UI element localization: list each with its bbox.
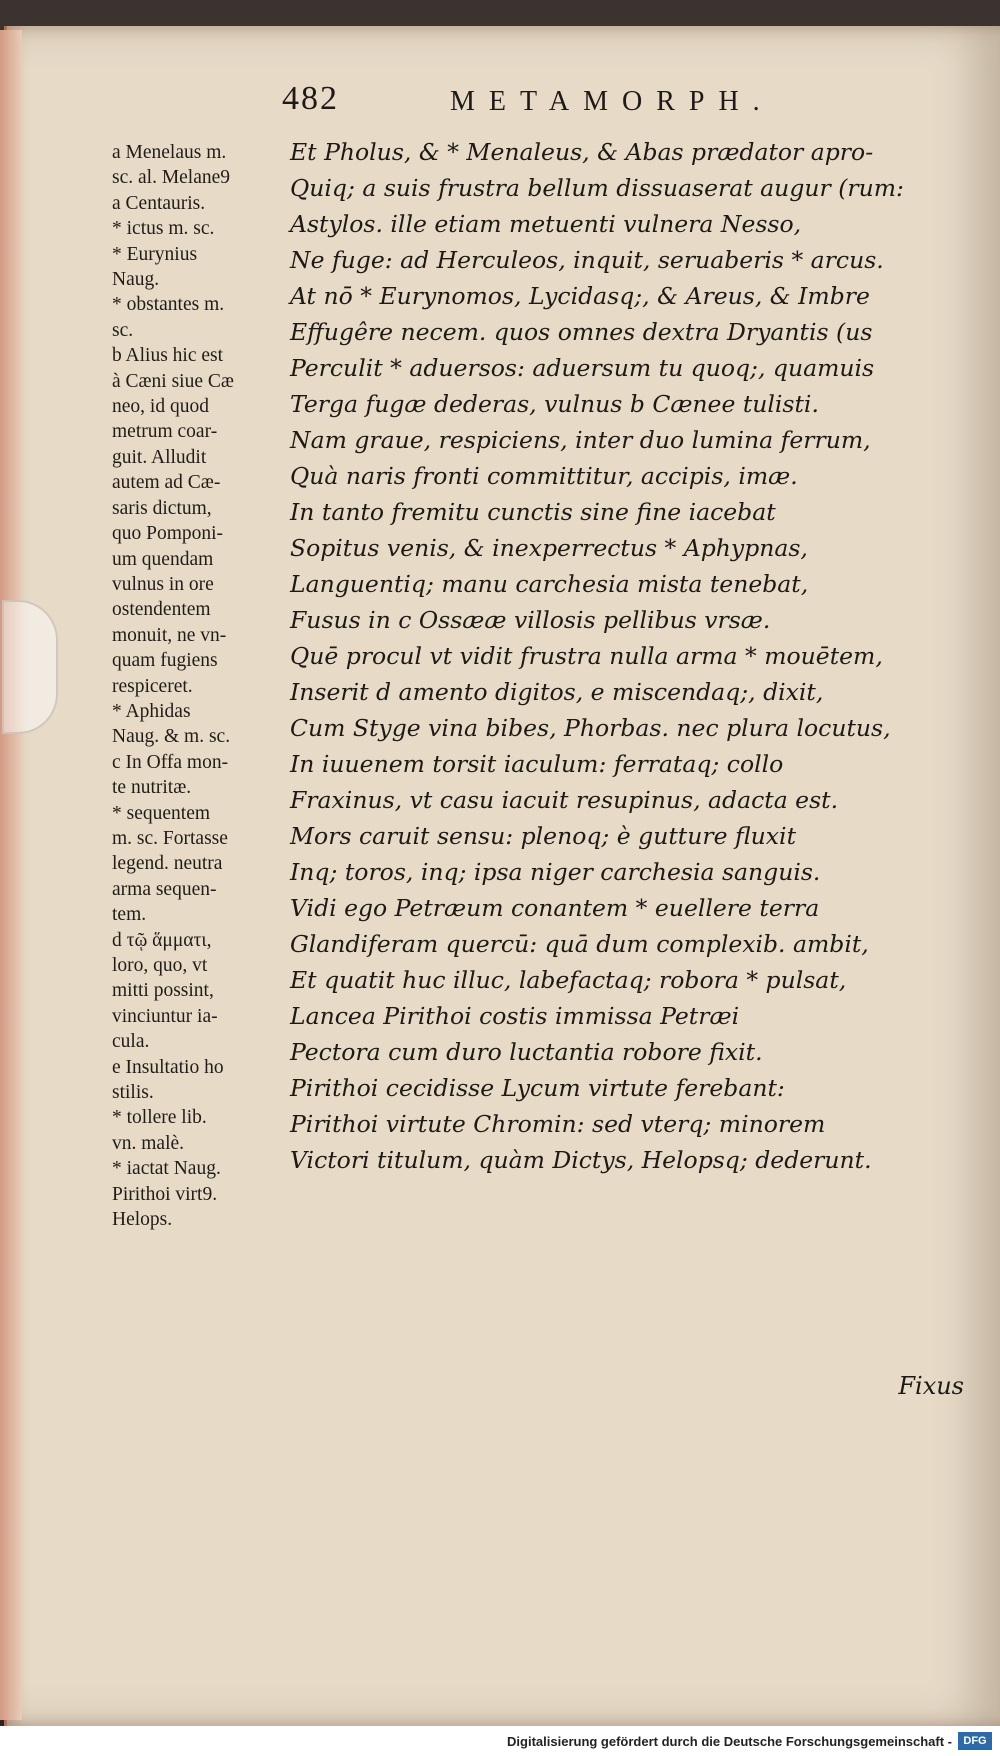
verse-line: Inq; toros, inq; ipsa niger carchesia sanguis. bbox=[290, 858, 821, 886]
verse-line: Et Pholus, & * Menaleus, & Abas prædator apro- bbox=[290, 138, 874, 166]
margin-note-line: Naug. bbox=[112, 269, 160, 291]
verse-line: Terga fugæ dederas, vulnus b Cænee tulisti. bbox=[290, 390, 819, 418]
verse-line: Effugêre necem. quos omnes dextra Dryantis (us bbox=[290, 318, 873, 346]
margin-note-line: quam fugiens bbox=[112, 650, 218, 672]
verse-line: At nō * Eurynomos, Lycidasq;, & Areus, & Imbre bbox=[290, 282, 870, 310]
margin-note-line: saris dictum, bbox=[112, 497, 212, 519]
running-title: METAMORPH. bbox=[450, 86, 774, 117]
margin-note-line: vn. malè. bbox=[112, 1132, 185, 1154]
verse-line: Mors caruit sensu: plenoq; è gutture fluxit bbox=[290, 822, 797, 850]
verse-line: Pirithoi cecidisse Lycum virtute ferebant: bbox=[290, 1074, 785, 1102]
margin-note-line: * Aphidas bbox=[112, 700, 191, 722]
margin-note-line: respiceret. bbox=[112, 675, 193, 697]
margin-note-line: * Eurynius bbox=[112, 243, 198, 265]
verse-line: Lancea Pirithoi costis immissa Petræi bbox=[290, 1002, 740, 1030]
margin-note-line: à Cæni siue Cæ bbox=[112, 370, 234, 392]
verse-line: Vidi ego Petræum conantem * euellere terra bbox=[290, 894, 820, 922]
margin-note-line: e Insultatio ho bbox=[112, 1056, 224, 1078]
margin-note-line: d τῷ ἅμματι, bbox=[112, 929, 212, 951]
margin-note-line: vinciuntur ia- bbox=[112, 1005, 218, 1027]
verse-line: In tanto fremitu cunctis sine fine iacebat bbox=[290, 498, 776, 526]
margin-note-line: c In Offa mon- bbox=[112, 751, 229, 773]
margin-note-line: autem ad Cæ- bbox=[112, 472, 221, 494]
margin-note-line: * sequentem bbox=[112, 802, 211, 824]
verse-line: Pirithoi virtute Chromin: sed vterq; minorem bbox=[290, 1110, 826, 1138]
margin-note-line: metrum coar- bbox=[112, 421, 218, 443]
verse-line: Ne fuge: ad Herculeos, inquit, seruaberis * arcus. bbox=[290, 246, 884, 274]
verse-line: Quà naris fronti committitur, accipis, imæ. bbox=[290, 462, 798, 490]
margin-note-line: a Centauris. bbox=[112, 192, 206, 214]
page-clip-holder bbox=[2, 600, 58, 734]
margin-note-line: quo Pomponi- bbox=[112, 523, 224, 545]
verse-line: Glandiferam quercū: quā dum complexib. ambit, bbox=[290, 930, 869, 958]
margin-note-line: um quendam bbox=[112, 548, 214, 570]
verse-line: Astylos. ille etiam metuenti vulnera Nesso, bbox=[290, 210, 802, 238]
margin-note-line: sc. bbox=[112, 319, 134, 341]
verse-line: Sopitus venis, & inexperrectus * Aphypnas, bbox=[290, 534, 808, 562]
margin-note-line: vulnus in ore bbox=[112, 573, 214, 595]
margin-note-line: sc. al. Melane9 bbox=[112, 167, 231, 189]
verse-line: Victori titulum, quàm Dictys, Helopsq; dederunt. bbox=[290, 1146, 872, 1174]
page-header bbox=[282, 80, 882, 124]
verse-line: Inserit d amento digitos, e miscendaq;, dixit, bbox=[290, 678, 824, 706]
margin-note-line: tem. bbox=[112, 904, 147, 926]
margin-note-line: legend. neutra bbox=[112, 853, 223, 875]
margin-notes bbox=[112, 140, 290, 1232]
margin-note-line: m. sc. Fortasse bbox=[112, 827, 228, 849]
verse-line: Cum Styge vina bibes, Phorbas. nec plura locutus, bbox=[290, 714, 891, 742]
verse-line: Pectora cum duro luctantia robore fixit. bbox=[290, 1038, 763, 1066]
margin-note-line: * tollere lib. bbox=[112, 1107, 207, 1129]
margin-note-line: monuit, ne vn- bbox=[112, 624, 227, 646]
margin-note-line: cula. bbox=[112, 1031, 150, 1053]
margin-note-line: a Menelaus m. bbox=[112, 142, 227, 163]
dfg-logo-badge: DFG bbox=[958, 1732, 992, 1750]
digitization-credit: Digitalisierung gefördert durch die Deutsche Forschungsgemeinschaft - bbox=[507, 1734, 952, 1749]
margin-note-line: Naug. & m. sc. bbox=[112, 726, 231, 748]
verse-line: Quē procul vt vidit frustra nulla arma * mouētem, bbox=[290, 642, 883, 670]
margin-note-line: * ictus m. sc. bbox=[112, 218, 215, 240]
margin-note-line: neo, id quod bbox=[112, 396, 209, 418]
margin-note-line: mitti possint, bbox=[112, 980, 214, 1002]
page-number: 482 bbox=[282, 80, 339, 117]
margin-note-line: te nutritæ. bbox=[112, 777, 192, 799]
margin-note-line: Pirithoi virt9. bbox=[112, 1183, 218, 1205]
verse-text bbox=[290, 134, 970, 1178]
margin-note-line: * iactat Naug. bbox=[112, 1158, 221, 1180]
verse-line: Et quatit huc illuc, labefactaq; robora * pulsat, bbox=[290, 966, 847, 994]
margin-note-line: loro, quo, vt bbox=[112, 955, 208, 976]
page-edge-stack bbox=[0, 30, 22, 1720]
verse-line: Fraxinus, vt casu iacuit resupinus, adacta est. bbox=[290, 786, 839, 814]
margin-note-line: arma sequen- bbox=[112, 878, 217, 900]
margin-note-line: ostendentem bbox=[112, 599, 211, 621]
verse-line: In iuuenem torsit iaculum: ferrataq; collo bbox=[290, 750, 784, 778]
footer-bar bbox=[0, 1726, 1000, 1756]
verse-line: Nam graue, respiciens, inter duo lumina ferrum, bbox=[290, 426, 871, 454]
catchword: Fixus bbox=[898, 1372, 964, 1400]
margin-note-line: Helops. bbox=[112, 1209, 173, 1231]
verse-line: Quiq; a suis frustra bellum dissuaserat augur (rum: bbox=[290, 174, 904, 202]
margin-note-line: * obstantes m. bbox=[112, 294, 225, 316]
verse-line: Perculit * aduersos: aduersum tu quoq;, quamuis bbox=[290, 354, 875, 382]
margin-note-line: stilis. bbox=[112, 1082, 154, 1104]
verse-line: Languentiq; manu carchesia mista tenebat, bbox=[290, 570, 809, 598]
verse-line: Fusus in c Ossææ villosis pellibus vrsæ. bbox=[290, 606, 771, 634]
margin-note-line: b Alius hic est bbox=[112, 345, 224, 367]
margin-note-line: guit. Alludit bbox=[112, 446, 207, 468]
